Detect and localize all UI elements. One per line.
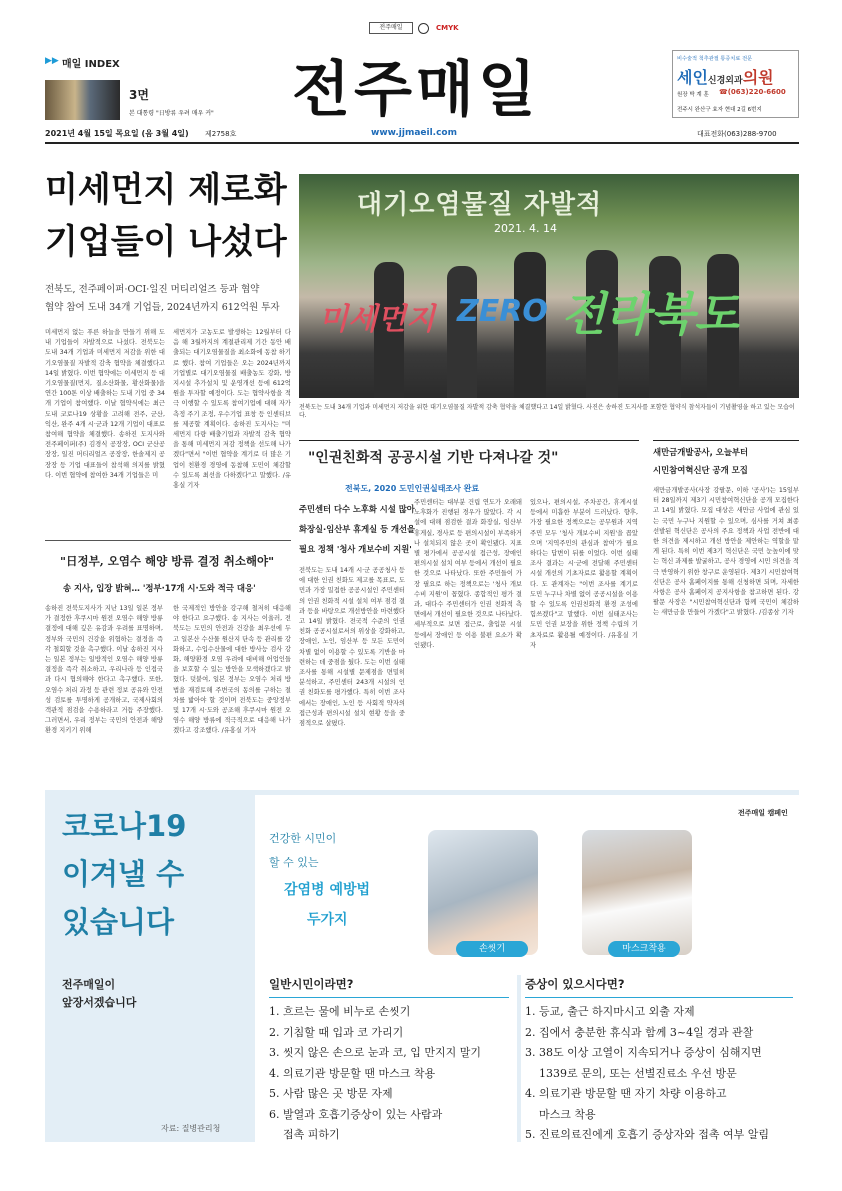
symptom-item: 3. 38도 이상 고열이 지속되거나 증상이 심해지면 [525, 1046, 762, 1059]
story3-sub-2: 화장실·임산부 휴게실 등 개선을 [299, 524, 416, 534]
story3-sub-1: 주민센터 다수 노후화 시설 많아 [299, 504, 415, 514]
symptom-title-rule [525, 997, 793, 998]
registration-mark [418, 23, 429, 34]
general-item: 4. 의료기관 방문할 땐 마스크 착용 [269, 1066, 436, 1080]
index-arrow-icon: ▶▶ [45, 56, 59, 66]
photo-caption: 전북도는 도내 34개 기업과 미세먼지 저감을 위한 대기오염물질 자발적 감축 협약을 체결했다고 14일 밝혔다. 사진은 송하진 도지사를 포함한 협약식 참석자들이 기념촬영을 하고 있는 모습이다. [299, 404, 795, 419]
lead-col-1: 미세먼지 없는 푸른 하늘을 만들기 위해 도내 기업들이 자발적으로 나섰다. 전북도는 도내 34개 기업과 미세먼지 저감을 위한 대기오염물질 자발적 감축 협약을 체결했다고 14일 밝혔다. 이번 협약에는 이세먼지 등 대기오염물질(먼지, 질소산화물, 황산화물)을 연간 100톤 이상 배출하는 도내 기업 중 34개 기업이 참여했다. 이날 협약식에는 최근 도내 코로나19 상황을 고려해 전주, 군산, 익산, 완주 4개 시·군과 12개 기업이 대표로 참여해 협약을 체결했다. 송하진 도지사와 전주페이퍼(주) 김경식 공장장, OCI 군산공장장, 일진 머티리얼즈 공장장, 한솔제지 공장장 등 기업 대표들이 참석해 의지를 밝혔다. 이번 협약에 참여한 34개 기업들은 미 [45, 329, 165, 479]
color-label: CMYK [436, 24, 459, 32]
story2-headline[interactable]: "日정부, 오염수 해양 방류 결정 취소해야" [60, 554, 275, 568]
lead-photo [299, 174, 799, 398]
handwash-photo [428, 830, 538, 955]
photo-overlay-3: 전라북도 [561, 287, 739, 341]
lead-headline-1[interactable]: 미세먼지 제로화 [45, 170, 287, 210]
story4-rule [653, 440, 799, 441]
masthead-rule [45, 142, 799, 144]
story3-col-3: 있으나, 편의시설, 주차공간, 휴게시설 등에서 미흡한 부분이 드러났다. 향후, 가장 필요한 정책으로는 공무원과 지역주민 모두 '청사 개보수비 지원'을 꼽았으며 '지역주민의 관심과 참여'가 필요하다는 답변이 뒤를 이었다. 이번 실태조사 결과는 시·군에 전달해 주민센터 시설 개선의 기초자료로 활용할 계획이다. 도 관계자는 "이번 조사를 계기로 도민 누구나 차별 없이 공공시설을 이용할 수 있도록 인권친화적 환경 조성에 힘쓰겠다"고 말했다. 이번 실태조사는 도민 인권 보장을 위한 정책 수립의 기초자료로 활용될 예정이다. /유홍실 기자 [530, 499, 638, 649]
symptom-list [525, 1002, 797, 1146]
ad-tel: ☎(063)220-6600 [719, 88, 786, 96]
lead-subhead-1: 전북도, 전주페이퍼·OCI·일진 머티리얼즈 등과 협약 [45, 284, 260, 295]
general-item: 6. 발열과 호흡기증상이 있는 사람과 [269, 1107, 443, 1121]
campaign-source: 자료: 질병관리청 [161, 1124, 221, 1133]
story3-sub-3: 필요 정책 '청사 개보수비 지원' [299, 544, 412, 554]
story3-headline[interactable]: "인권친화적 공공시설 기반 다져나갈 것" [308, 450, 559, 466]
handwash-label: 손씻기 [456, 941, 528, 957]
general-title: 일반시민이라면? [269, 977, 354, 991]
general-list [269, 1002, 519, 1146]
story4-headline-1[interactable]: 새만금개발공사, 오늘부터 [653, 447, 749, 457]
story2-col-2: 한 국제적인 방안을 강구해 철저히 대응해야 한다고 요구했다. 송 지사는 이울러, 전북도는 도민의 안전과 건강을 최우선에 두고 일본산 수산물 원산지 단속 등 관리를 강화하고, 수입수산물에 대한 방사능 검사 강화, 해양환경 오염 우려에 대비해 어업인들을 보호할 수 있는 방안을 모색하겠다고 밝혔다. 덧붙여, 일본 정부는 오염수 처리 방법을 재검토해 주변국의 동의를 구하는 절차를 밟아야 할 것이며 전북도는 중앙정부 및 17개 시·도와 공조해 후쿠시마 원전 오염수 해양 방류에 적극적으로 대응해 나가겠다고 강조했다. /유홍실 기자 [173, 605, 291, 735]
masthead-title: 전주매일 [292, 55, 540, 125]
campaign-support-1: 전주매일이 [62, 978, 116, 991]
lead-col-2: 세먼지가 고농도로 발생하는 12월부터 다음 해 3월까지의 계절관리제 기간 동안 배출되는 대기오염물질을 최소화에 동참 하기로 했다. 참여 기업들은 오는 2024년까지 기업별로 대기오염물질 배출농도 강화, 방지시설 추가설치 및 운영개선 등에 612억 원을 투자할 예정이다. 도는 협약사항을 적극 이행할 수 있도록 참여기업에 대해 자가측정 주기 조정, 우수기업 표창 등 인센티브를 제공할 계획이다. 송하진 도지사는 "미세먼지 다량 배출기업과 자발적 감축 협약을 통해 미세먼지 저감 정책을 선도해 나가겠다"면서 "이번 협약을 계기로 더 많은 기업이 친환경 경영에 동참해 도민이 체감할 수 있도록 최선을 다하겠다"고 말했다. /유홍실 기자 [173, 329, 291, 490]
index-caption[interactable]: 본 대통령 "日방류 우려 매우 커" [129, 110, 214, 117]
symptom-item: 4. 의료기관 방문할 땐 자기 차량 이용하고 [525, 1087, 727, 1100]
campaign-support-2: 앞장서겠습니다 [62, 996, 137, 1009]
story3-col-1: 전북도는 도내 14개 시·군 공공청사 등에 대한 인권 친화도 제고를 목표로, 도민과 가장 밀접한 공공시설인 주민센터의 인권 친화적 시설 설치 여부 점검 결과 등을 바탕으로 개선방안을 마련했다고 14일 밝혔다. 전국적 수준의 인권 친화 공공시설로서의 위상을 강화하고, 장애인, 노인, 임산부 등 모든 도민이 차별 없이 이용할 수 있도록 기반을 마련하는 데 중점을 뒀다. 도는 이번 실태조사를 통해 시설별 문제점을 면밀히 분석하고, 주민센터 243개 시설의 인권 친화도를 평가했다. 특히 이번 조사에서는 장애인, 노인 등 사회적 약자의 접근성과 편의시설 설치 현황 등을 중점적으로 살폈다. [299, 567, 405, 728]
issue-date: 2021년 4월 15일 목요일 (음 3월 4일) [45, 129, 189, 138]
campaign-big-1: 코로나19 [62, 809, 187, 843]
symptom-title: 증상이 있으시다면? [525, 977, 625, 991]
index-photo [45, 80, 120, 120]
top-section-label: 전주매일 [369, 22, 413, 34]
general-item: 5. 사람 많은 곳 방문 자제 [269, 1087, 393, 1100]
website-url[interactable]: www.jjmaeil.com [371, 128, 457, 138]
mask-photo [582, 830, 692, 955]
lead-headline-2[interactable]: 기업들이 나섰다 [45, 222, 287, 262]
story3-col-2: 주민센터는 대부분 건립 연도가 오래돼 노후화가 진행된 경우가 많았다. 각 시설에 대해 점검한 결과 화장실, 임산부 휴게실, 경사로 등 편의시설이 부족하거나 설치되지 않은 곳이 확인됐다. 지표별 평가에서 공공시설 접근성, 장애인 편의시설 설치 여부 등에서 개선이 필요한 것으로 나타났다. 또한 주민들이 가장 필요로 하는 정책으로는 '청사 개보수비 지원'이 꼽혔다. 종합적인 평가 결과, 대다수 주민센터가 인권 친화적 측면에서 개선이 필요한 것으로 나타났다. 세부적으로 보면 접근로, 출입문 시설 등에서 장애인 등 이용 불편 요소가 확인됐다. [414, 499, 522, 649]
prevention-title-1: 감염병 예방법 [284, 882, 371, 898]
ad-director: 원장 박 계 훈 [677, 92, 709, 98]
photo-overlay-2: ZERO [457, 294, 548, 329]
symptom-item: 1339로 문의, 또는 선별진료소 우선 방문 [525, 1066, 737, 1080]
person-2 [447, 266, 477, 398]
healthy-text-2: 할 수 있는 [269, 856, 319, 869]
story4-headline-2[interactable]: 시민참여혁신단 공개 모집 [653, 465, 748, 475]
index-title: 매일 INDEX [62, 59, 120, 70]
general-item: 1. 흐르는 물에 비누로 손씻기 [269, 1005, 411, 1018]
story2-sub: 송 지사, 입장 밝혀… '정부·17개 시·도와 적극 대응' [63, 583, 256, 593]
story4-body: 새만금개발공사(사장 강팔문, 이하 '공사')는 15일부터 28일까지 제3기 시민참여혁신단을 공개 모집한다고 14일 밝혔다. 모집 대상은 새만금 사업에 관심 있는 국민 누구나 지원할 수 있으며, 심사를 거쳐 최종 선발된 혁신단은 공사의 주요 정책과 사업 전반에 대한 의견을 제시하고 개선 방안을 제안하는 역할을 맡게 된다. 특히 이번 제3기 혁신단은 국민 눈높이에 맞는 혁신 과제를 발굴하고, 공사 경영에 시민 의견을 적극 반영하기 위한 창구로 운영된다. 제3기 시민참여혁신단은 공사 홈페이지를 통해 신청하면 되며, 자세한 사항은 공사 홈페이지 공지사항을 참고하면 된다. 강팔문 사장은 "시민참여혁신단과 함께 국민이 체감하는 새만금을 만들어 가겠다"고 밝혔다. /김종삼 기자 [653, 487, 799, 617]
campaign-big-2: 이겨낼 수 [62, 857, 185, 891]
ad-line1: 비수술적 척추관절 통증치료 전문 [677, 56, 753, 62]
photo-date: 2021. 4. 14 [494, 222, 557, 235]
clinic-ad[interactable] [672, 50, 799, 118]
phone-number: 대표전화(063)288-9700 [697, 130, 777, 138]
symptom-item: 마스크 착용 [525, 1107, 596, 1121]
ad-address: 전주시 완산구 효자 현대 2길 6번지 [677, 107, 762, 113]
general-title-rule [269, 997, 509, 998]
photo-overlay-1: 미세먼지 [319, 302, 435, 337]
photo-banner: 대기오염물질 자발적 [357, 190, 603, 220]
symptom-item: 2. 집에서 충분한 휴식과 함께 3~4일 경과 관찰 [525, 1025, 754, 1039]
index-page[interactable]: 3면 [129, 88, 149, 102]
general-item: 2. 기침할 때 입과 코 가리기 [269, 1025, 404, 1039]
issue-number: 제2758호 [205, 130, 237, 138]
healthy-text-1: 건강한 시민이 [269, 832, 337, 845]
symptom-item: 5. 진료의료진에게 호흡기 증상자와 접촉 여부 알림 [525, 1128, 769, 1141]
campaign-label: 전주매일 캠페인 [738, 809, 788, 817]
mask-label: 마스크착용 [608, 941, 680, 957]
story2-col-1: 송하진 전북도지사가 지난 13일 일본 정부가 결정한 후쿠시마 원전 오염수 해양 방류 결정에 대해 깊은 유감과 우려를 표명하며, 정부와 국민의 건강을 위협하는 결정을 즉각 철회할 것을 촉구했다. 이날 송하진 지사는 일본 정부는 일방적인 오염수 해양 방류 결정을 즉각 취소하고, 우리나라 등 인접국과 다시 협의해야 한다고 촉구했다. 또한, 오염수 처리 과정 등 관련 정보 공유와 안전성 검토를 투명하게 공개하고, 국제사회의 객관적 점검을 수용하라고 거듭 주장했다. 그러면서, 우리 정부는 국민의 안전과 해양환경 지키기 위해 [45, 605, 163, 735]
symptom-item: 1. 등교, 출근 하지마시고 외출 자제 [525, 1005, 695, 1018]
prevention-title-2: 두가지 [307, 912, 348, 928]
general-item: 3. 씻지 않은 손으로 눈과 코, 입 만지지 말기 [269, 1046, 481, 1059]
story3-rule [299, 440, 639, 441]
general-item: 접촉 피하기 [269, 1128, 340, 1141]
ad-brand: 세인신경외과의원 [677, 68, 774, 87]
story3-kicker: 전북도, 2020 도민인권실태조사 완료 [345, 484, 480, 493]
lead-subhead-2: 협약 참여 도내 34개 기업들, 2024년까지 612억원 투자 [45, 302, 280, 313]
campaign-big-3: 있습니다 [62, 905, 175, 939]
